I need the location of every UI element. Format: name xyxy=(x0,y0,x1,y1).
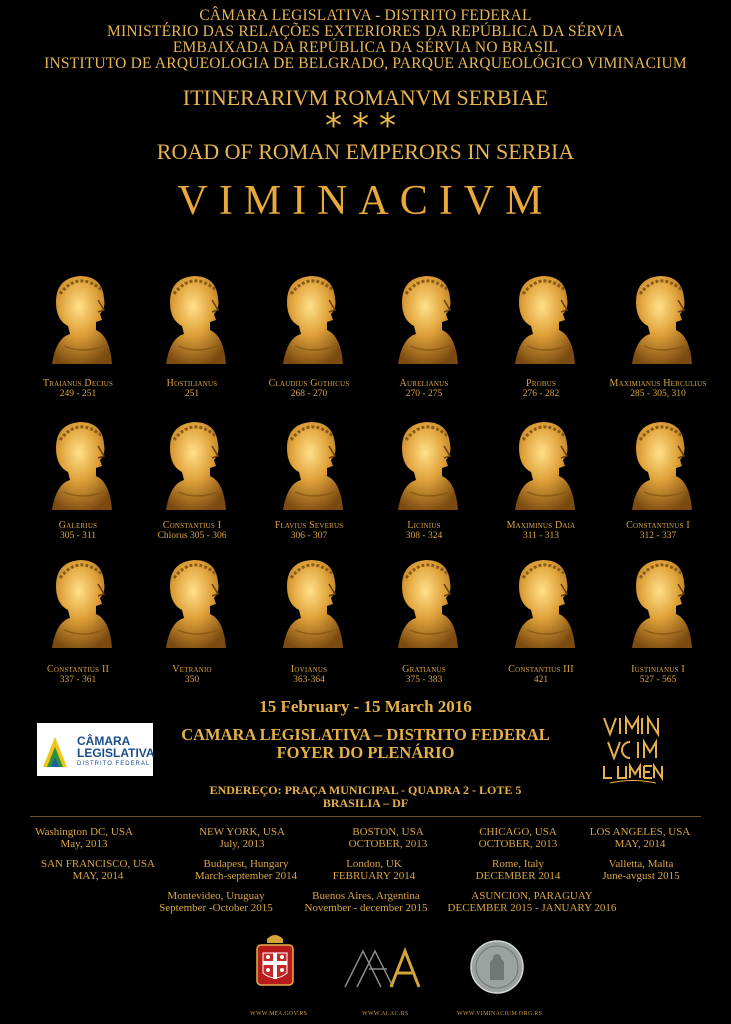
emperor-reign-years: 270 - 275 xyxy=(405,389,443,399)
emperor-card xyxy=(483,552,599,685)
emperor-reign-years: Chlorus 305 - 306 xyxy=(157,531,227,541)
emperor-reign-years: 276 - 282 xyxy=(522,389,560,399)
emperor-portrait-icon xyxy=(384,552,464,652)
event-address xyxy=(140,784,591,810)
emperor-portrait-icon xyxy=(501,414,581,514)
emperor-card xyxy=(600,414,716,541)
emperor-portrait-icon xyxy=(269,552,349,652)
emperor-card xyxy=(483,414,599,541)
emperor-card xyxy=(20,414,136,541)
emperor-reign-years: 312 - 337 xyxy=(639,531,677,541)
emperor-portrait-icon xyxy=(269,414,349,514)
footer-url-ai[interactable]: WWW.AI.AC.RS xyxy=(362,1011,409,1017)
organizer-line-1: CÂMARA LEGISLATIVA - DISTRITO FEDERAL xyxy=(199,7,532,24)
past-exhibition-date: July, 2013 xyxy=(219,838,265,850)
emperor-card xyxy=(134,414,250,541)
camara-logo-text-2: LEGISLATIVA xyxy=(77,746,155,760)
section-divider xyxy=(30,816,701,817)
event-dates: 15 February - 15 March 2016 xyxy=(259,697,472,716)
emperor-name: Galerius xyxy=(58,520,98,531)
organizer-line-2: MINISTÉRIO DAS RELAÇÕES EXTERIORES DA REPÚBLICA DA SÉRVIA xyxy=(107,23,624,40)
past-exhibition-date: November - december 2015 xyxy=(304,902,428,914)
past-exhibition-city: Montevideo, Uruguay xyxy=(167,890,265,902)
camara-legislativa-logo xyxy=(37,723,153,776)
emperor-portrait-icon xyxy=(501,552,581,652)
past-exhibition-entry xyxy=(555,826,725,850)
emperor-card xyxy=(134,552,250,685)
emperor-name: Constantius III xyxy=(508,664,574,675)
itinerarium-title: ITINERARIVM ROMANVM SERBIAE xyxy=(182,85,549,110)
past-exhibition-entry xyxy=(556,858,726,882)
organizer-line-4: INSTITUTO DE ARQUEOLOGIA DE BELGRADO, PARQUE ARQUEOLÓGICO VIMINACIUM xyxy=(44,55,687,72)
viminacium-title: VIMINACIVM xyxy=(177,178,554,224)
emperor-name: Maximianus Herculius xyxy=(609,378,707,389)
emperor-name: Vetranio xyxy=(172,664,212,675)
past-exhibition-date: MAY, 2014 xyxy=(614,838,666,850)
emperor-portrait-icon xyxy=(38,414,118,514)
emperor-portrait-icon xyxy=(269,268,349,368)
emperor-portrait-icon xyxy=(38,552,118,652)
past-exhibition-date: MAY, 2014 xyxy=(72,870,124,882)
event-venue xyxy=(140,726,591,762)
emperor-reign-years: 337 - 361 xyxy=(59,675,97,685)
emperor-name: Traianus Decius xyxy=(42,378,114,389)
emperor-portrait-icon xyxy=(618,414,698,514)
emperor-name: Constantinus I xyxy=(626,520,690,531)
emperor-reign-years: 350 xyxy=(184,675,200,685)
emperor-name: Probus xyxy=(525,378,557,389)
emperor-card xyxy=(600,268,716,399)
archaeology-institute-logo-icon xyxy=(343,945,427,991)
emperor-reign-years: 305 - 311 xyxy=(59,531,97,541)
past-exhibition-city: Valletta, Malta xyxy=(608,858,674,870)
emperor-card xyxy=(483,268,599,399)
emperor-name: Maximinus Daia xyxy=(506,520,576,531)
emperor-name: Constantius I xyxy=(162,520,222,531)
emperor-card xyxy=(366,552,482,685)
emperor-card xyxy=(366,268,482,399)
emperor-reign-years: 375 - 383 xyxy=(405,675,443,685)
venue-line-2: FOYER DO PLENÁRIO xyxy=(276,743,455,762)
emperor-portrait-icon xyxy=(38,268,118,368)
footer-url-viminacium[interactable]: WWW.VIMINACIUM.ORG.RS xyxy=(457,1011,543,1017)
emperor-portrait-icon xyxy=(384,414,464,514)
emperor-portrait-icon xyxy=(152,268,232,368)
address-line-1: ENDEREÇO: PRAÇA MUNICIPAL - QUADRA 2 - LOTE 5 xyxy=(209,783,522,797)
emperor-card xyxy=(20,552,136,685)
emperor-portrait-icon xyxy=(152,552,232,652)
emperor-card xyxy=(251,552,367,685)
emperor-reign-years: 363-364 xyxy=(293,675,325,685)
emperor-card xyxy=(366,414,482,541)
past-exhibition-city: SAN FRANCISCO, USA xyxy=(40,858,155,870)
emperor-name: Iustinianus I xyxy=(631,664,685,675)
past-exhibition-city: Buenos Aires, Argentina xyxy=(312,890,420,902)
emperor-name: Flavius Severus xyxy=(274,520,344,531)
emperor-reign-years: 311 - 313 xyxy=(522,531,560,541)
emperor-name: Licinius xyxy=(407,520,441,531)
past-exhibition-city: Rome, Italy xyxy=(492,858,544,870)
past-exhibition-entry xyxy=(0,826,169,850)
past-exhibition-entry xyxy=(157,826,327,850)
emperor-card xyxy=(20,268,136,399)
venue-line-1: CAMARA LEGISLATIVA – DISTRITO FEDERAL xyxy=(181,725,550,744)
emperor-name: Constantius II xyxy=(46,664,109,675)
emperor-portrait-icon xyxy=(501,268,581,368)
emperor-portrait-icon xyxy=(618,268,698,368)
emperor-card xyxy=(251,268,367,399)
past-exhibition-date: DECEMBER 2015 - JANUARY 2016 xyxy=(447,902,617,914)
emperor-reign-years: 251 xyxy=(184,389,200,399)
emperor-reign-years: 527 - 565 xyxy=(639,675,677,685)
past-exhibition-city: ASUNCION, PARAGUAY xyxy=(471,890,593,902)
camara-logo-text-1: CÂMARA xyxy=(77,734,131,748)
past-exhibition-date: OCTOBER, 2013 xyxy=(348,838,428,850)
emperor-name: Hostilianus xyxy=(166,378,218,389)
emperor-portrait-icon xyxy=(152,414,232,514)
past-exhibition-city: NEW YORK, USA xyxy=(199,826,285,838)
emperor-reign-years: 308 - 324 xyxy=(405,531,443,541)
viminacium-monogram-icon xyxy=(600,712,664,784)
past-exhibition-city: BOSTON, USA xyxy=(352,826,424,838)
past-exhibition-entry xyxy=(281,890,451,914)
road-title: ROAD OF ROMAN EMPERORS IN SERBIA xyxy=(156,139,575,164)
past-exhibition-city: LOS ANGELES, USA xyxy=(589,826,691,838)
viminacium-coin-icon xyxy=(470,940,524,994)
poster-header xyxy=(0,8,731,224)
past-exhibition-city: London, UK xyxy=(346,858,402,870)
camara-logo-text-3: DISTRITO FEDERAL xyxy=(77,761,151,767)
emperor-card xyxy=(600,552,716,685)
emperor-name: Gratianus xyxy=(402,664,446,675)
past-exhibition-date: DECEMBER 2014 xyxy=(475,870,561,882)
emperor-card xyxy=(251,414,367,541)
viminacium-lumen-logo xyxy=(600,712,664,784)
emperor-reign-years: 285 - 305, 310 xyxy=(630,389,686,399)
organizer-line-3: EMBAIXADA DA REPÚBLICA DA SÉRVIA NO BRASIL xyxy=(172,39,559,56)
past-exhibition-date: OCTOBER, 2013 xyxy=(478,838,558,850)
past-exhibition-entry xyxy=(447,890,617,914)
past-exhibition-date: September -October 2015 xyxy=(159,902,273,914)
past-exhibition-date: March-september 2014 xyxy=(194,870,298,882)
emperor-reign-years: 306 - 307 xyxy=(290,531,328,541)
past-exhibition-city: Washington DC, USA xyxy=(35,826,133,838)
emperor-reign-years: 421 xyxy=(533,675,549,685)
footer-url-mfa[interactable]: WWW.MFA.GOV.RS xyxy=(250,1011,308,1017)
past-exhibition-date: May, 2013 xyxy=(60,838,108,850)
past-exhibition-date: FEBRUARY 2014 xyxy=(332,870,416,882)
past-exhibition-city: CHICAGO, USA xyxy=(479,826,557,838)
emperor-card xyxy=(134,268,250,399)
emperor-reign-years: 249 - 251 xyxy=(59,389,97,399)
past-exhibition-date: June-avgust 2015 xyxy=(602,870,680,882)
emperor-reign-years: 268 - 270 xyxy=(290,389,328,399)
emperor-name: Aurelianus xyxy=(399,378,449,389)
emperor-name: Iovianus xyxy=(290,664,328,675)
address-line-2: BRASILIA – DF xyxy=(322,796,409,810)
stars-divider: *** xyxy=(325,106,406,146)
past-exhibition-entry xyxy=(13,858,183,882)
past-exhibition-city: Budapest, Hungary xyxy=(203,858,289,870)
past-exhibition-entry xyxy=(131,890,301,914)
emperor-name: Claudius Gothicus xyxy=(268,378,350,389)
emperor-portrait-icon xyxy=(618,552,698,652)
emperor-portrait-icon xyxy=(384,268,464,368)
serbia-coat-of-arms-icon xyxy=(255,933,295,991)
